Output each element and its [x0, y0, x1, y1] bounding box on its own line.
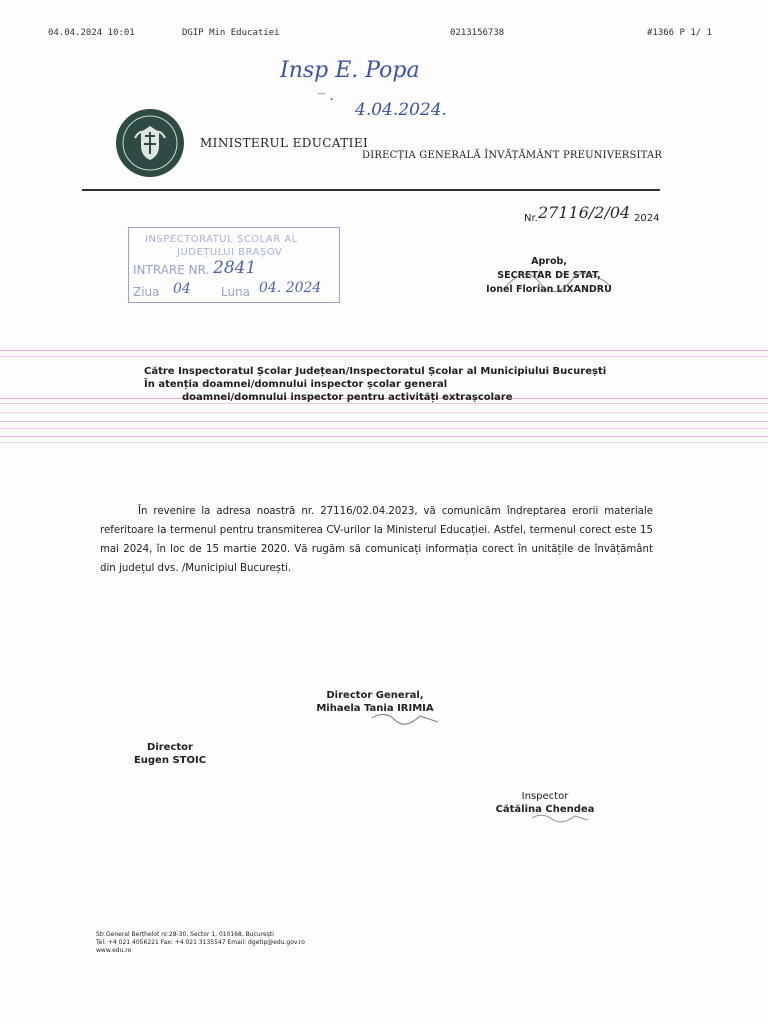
stamp-month: 04. 2024 [259, 280, 322, 296]
stamp-day-label: Ziua [133, 285, 160, 299]
footer-address: Str.General Berthelot nr.28-30, Sector 1, 010168, București [96, 931, 274, 938]
footer-website: www.edu.ro [96, 947, 132, 954]
fax-datetime: 04.04.2024 10:01 [48, 28, 135, 38]
recipient-line3: doamnei/domnului inspector pentru activități extrașcolare [182, 392, 513, 403]
body-paragraph: În revenire la adresa noastră nr. 27116/02.04.2023, vă comunicăm îndreptarea erorii materiale referitoare la termenul pentru transmiterea CV-urilor la Ministerul Educației. Astfel, termenul corect este 15 mai 2024, în loc de 15 martie 2020. Vă rugăm să comunicați informația corect în unitățile de învățământ din județul dvs. /Municipiul București. [100, 506, 653, 574]
fax-phone: 0213156738 [450, 28, 505, 38]
entry-stamp [128, 227, 340, 303]
inspector-title: Inspector [521, 791, 569, 802]
stamp-entry-label: INTRARE NR. [133, 263, 210, 277]
director-general-title: Director General, [326, 690, 424, 701]
ministry-name: MINISTERUL EDUCAȚIEI [200, 136, 369, 150]
approval-name: Ionel Florian LIXANDRU [486, 284, 612, 295]
recipient-block [144, 365, 606, 404]
approval-signature-scribble [500, 258, 620, 298]
inspector-signature-scribble [530, 810, 590, 824]
registration-year: 2024 [634, 213, 660, 224]
inspector-name: Cătălina Chendea [495, 804, 595, 815]
footer-contact-line: Tel: +4 021 4056221 Fax: +4 021 3135547 Email: dgetip@edu.gov.ro [96, 939, 305, 946]
approval-label: Aprob, [531, 256, 567, 267]
handwritten-note-date: 4.04.2024. [355, 100, 447, 120]
recipient-line2: În atenția doamnei/domnului inspector școlar general [144, 379, 448, 390]
fax-page: #1366 P 1/ 1 [647, 28, 713, 38]
approval-role: SECRETAR DE STAT, [497, 270, 601, 281]
registration-prefix: Nr. [524, 213, 538, 224]
signature-director [125, 741, 215, 767]
handwritten-note-name: Insp E. Popa [280, 58, 420, 83]
stamp-entry-number: 2841 [213, 258, 257, 278]
directorate-name: DIRECȚIA GENERALĂ ÎNVĂȚĂMÂNT PREUNIVERSITAR [362, 150, 663, 161]
registration-handwritten: 27116/2/04 [538, 203, 631, 222]
recipient-line1: Către Inspectoratul Școlar Județean/Inspectoratul Școlar al Municipiului București [144, 366, 607, 377]
fax-header [0, 28, 768, 42]
stamp-day: 04 [173, 281, 191, 297]
director-title: Director [147, 742, 193, 753]
footer-contact [96, 931, 305, 955]
director-general-name: Mihaela Tania IRIMIA [316, 703, 434, 714]
ministry-logo-icon [115, 108, 185, 178]
fax-sender: DGIP Min Educatiei [182, 28, 280, 38]
stamp-line1: INSPECTORATUL ȘCOLAR AL [145, 234, 298, 245]
letterhead-divider [82, 189, 660, 191]
director-name: Eugen STOIC [133, 755, 207, 766]
handwritten-dash: ‾ · [318, 92, 334, 108]
stamp-line2: JUDEȚULUI BRAȘOV [177, 247, 283, 258]
director-general-signature-scribble [370, 708, 440, 726]
stamp-month-label: Luna [221, 285, 251, 299]
